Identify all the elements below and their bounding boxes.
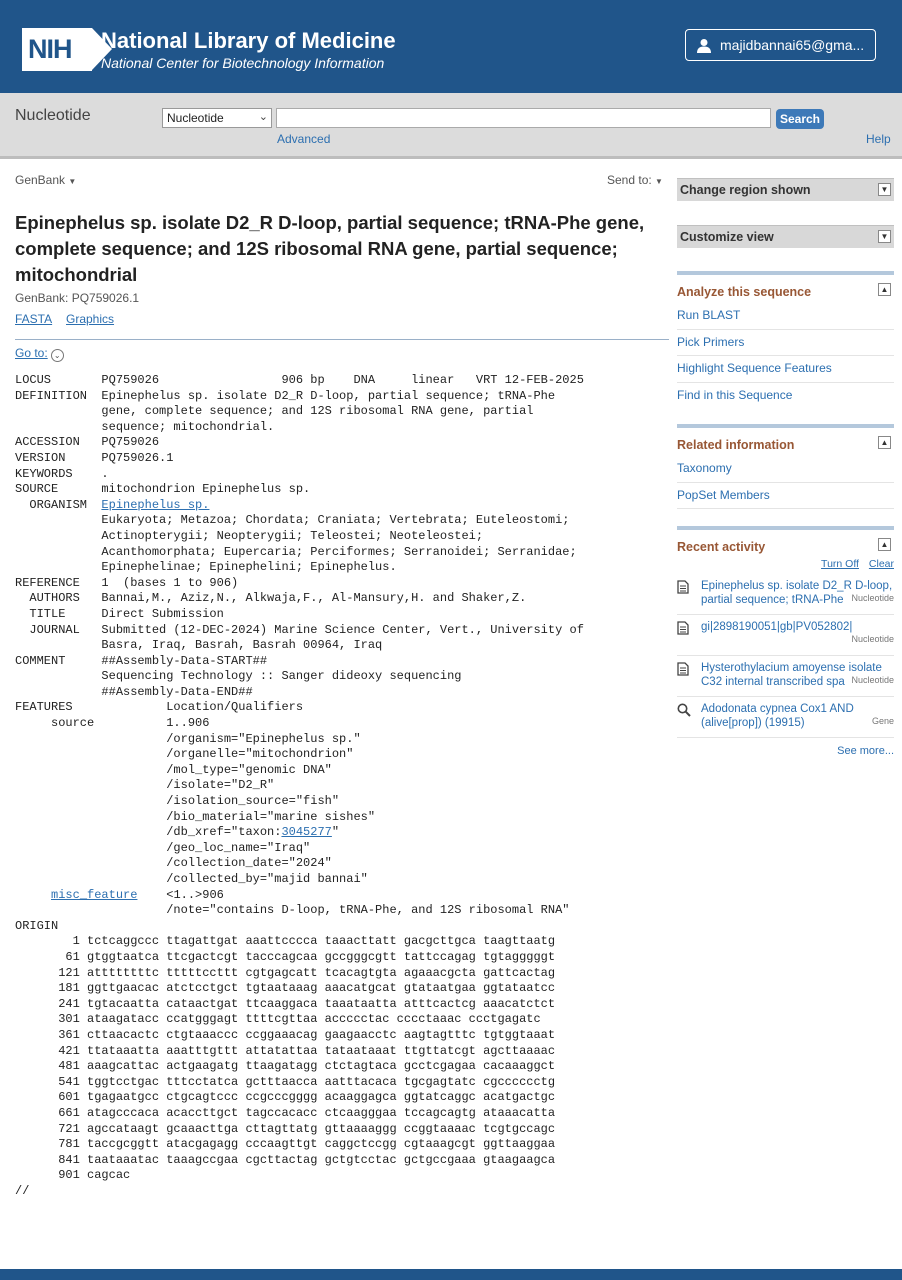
flatfile-line: source 1..906	[15, 716, 210, 731]
document-icon	[677, 580, 689, 594]
flatfile-line: LOCUS PQ759026 906 bp DNA linear VRT 12-FEB-2025	[15, 373, 584, 387]
flatfile-line: //	[15, 1183, 30, 1198]
pick-primers-link[interactable]: Pick Primers	[677, 330, 894, 357]
send-to-label: Send to:	[607, 173, 652, 187]
related-title	[677, 434, 894, 456]
flatfile-line: 421 ttataaatta aaatttgttt attatattaa tataataaat ttgttatcgt agcttaaaac	[15, 1043, 556, 1058]
flatfile-line: REFERENCE 1 (bases 1 to 906)	[15, 575, 239, 590]
flatfile-line: 541 tggtcctgac tttcctatca gctttaacca aatttacaca tgcgagtatc cgcccccctg	[15, 1074, 556, 1089]
flatfile-line: ORIGIN	[15, 918, 102, 933]
footer-bar	[0, 1269, 902, 1280]
divider	[15, 339, 669, 340]
flatfile-line: 901 cagcac	[15, 1168, 131, 1183]
send-to-dropdown[interactable]	[607, 173, 663, 187]
ncbi-header	[0, 0, 902, 93]
goto-link[interactable]	[15, 346, 64, 362]
flatfile-line: TITLE Direct Submission	[15, 606, 224, 621]
graphics-link[interactable]: Graphics	[66, 312, 115, 326]
flatfile-line: FEATURES Location/Qualifiers	[15, 700, 304, 715]
org-title[interactable]: National Library of Medicine	[101, 28, 396, 53]
flatfile-line: /mol_type="genomic DNA"	[15, 762, 332, 777]
flatfile-line: Actinopterygii; Neopterygii; Teleostei; Neoteleostei;	[15, 528, 484, 543]
search-icon	[677, 703, 691, 717]
user-icon	[697, 38, 711, 53]
flatfile-line: 661 atagcccaca acaccttgct tagccacacc ctcaagggaa tccagcagtg ataaacatta	[15, 1105, 556, 1120]
recent-item-text[interactable]: Hysterothylacium amoyense isolate C32 internal transcribed spa	[701, 662, 882, 688]
chevron-up-icon[interactable]: ▲	[878, 538, 891, 551]
chevron-down-icon: ⌄	[51, 349, 64, 362]
flatfile-line: 241 tgtacaatta cataactgat ttcaaggaca taaataatta atttcactcg aaacatctct	[15, 996, 556, 1011]
goto-label: Go to:	[15, 346, 48, 360]
analyze-portlet	[677, 271, 894, 408]
flatfile-line: /db_xref="taxon:3045277"	[15, 825, 340, 840]
flatfile-line: /organism="Epinephelus sp."	[15, 731, 361, 746]
search-button[interactable]: Search	[776, 109, 824, 129]
change-region-label: Change region shown	[680, 183, 811, 197]
org-subtitle: National Center for Biotechnology Information	[101, 55, 385, 71]
flatfile-link[interactable]: Epinephelus sp.	[101, 497, 210, 512]
flatfile-line: Acanthomorphata; Eupercaria; Perciformes; Serranoidei; Serranidae;	[15, 544, 577, 559]
find-in-sequence-link[interactable]: Find in this Sequence	[677, 387, 793, 402]
database-select[interactable]	[162, 108, 272, 128]
flatfile-line: 481 aaagcattac actgaagatg ttaagatagg ctctagtaca gcctcgagaa cacaaaggct	[15, 1059, 556, 1074]
recent-item-db: Nucleotide	[851, 634, 894, 644]
flatfile-link[interactable]: misc_feature	[51, 887, 138, 902]
flatfile-line: /collected_by="majid bannai"	[15, 872, 368, 886]
taxonomy-link[interactable]: Taxonomy	[677, 456, 894, 483]
flatfile-line: 181 ggttgaacac atctcctgct tgtaataaag aaacatgcat gtataatgaa ggtataatcc	[15, 981, 556, 996]
caret-down-icon: ▼	[655, 177, 663, 186]
flatfile-line: Epinephelinae; Epinephelini; Epinephelus.	[15, 560, 397, 575]
advanced-search-link[interactable]: Advanced	[277, 132, 331, 146]
flatfile-line: Basra, Iraq, Basrah, Basrah 00964, Iraq	[15, 638, 383, 653]
chevron-down-icon: ⌄	[258, 111, 268, 123]
see-more-link[interactable]: See more...	[837, 745, 894, 757]
flatfile-line: /isolate="D2_R"	[15, 778, 275, 793]
customize-view-panel[interactable]	[677, 225, 894, 248]
flatfile-line: /isolation_source="fish"	[15, 794, 340, 809]
user-account-button[interactable]	[685, 29, 876, 61]
flatfile-line: 1 tctcaggccc ttagattgat aaattcccca taaacttatt gacgcttgca taagttaatg	[15, 934, 556, 949]
recent-item[interactable]	[677, 615, 894, 656]
clear-link[interactable]: Clear	[868, 558, 894, 570]
flatfile-line: KEYWORDS .	[15, 466, 109, 481]
recent-item[interactable]	[677, 574, 894, 615]
search-bar	[0, 93, 902, 159]
chevron-up-icon[interactable]: ▲	[878, 436, 891, 449]
flatfile-line: COMMENT ##Assembly-Data-START##	[15, 653, 268, 668]
flatfile-line: VERSION PQ759026.1	[15, 450, 174, 465]
highlight-features-link[interactable]: Highlight Sequence Features	[677, 356, 894, 383]
flatfile-line: 301 ataagatacc ccatgggagt ttttcgttaa accccctac cccctaaac ccctgagatc	[15, 1012, 541, 1027]
flatfile-line: /bio_material="marine sishes"	[15, 809, 376, 824]
flatfile-line: /note="contains D-loop, tRNA-Phe, and 12S ribosomal RNA"	[15, 903, 570, 918]
recent-title	[677, 536, 894, 558]
recent-item-text[interactable]: Epinephelus sp. isolate D2_R D-loop, partial sequence; tRNA-Phe	[701, 580, 893, 606]
recent-item-text[interactable]: Adodonata cypnea Cox1 AND (alive[prop]) (19915)	[701, 703, 854, 729]
page-title: Epinephelus sp. isolate D2_R D-loop, partial sequence; tRNA-Phe gene, complete sequence; and 12S ribosomal RNA gene, partial sequence; mitochondrial	[15, 212, 645, 285]
user-email: majidbannai65@gma...	[720, 37, 865, 53]
format-dropdown[interactable]	[15, 173, 76, 187]
flatfile-line: /geo_loc_name="Iraq"	[15, 840, 311, 855]
flatfile-line: 361 cttaacactc ctgtaaaccc ccggaaacag gaagaacctc aagtagtttc tgtggtaaat	[15, 1027, 556, 1042]
flatfile-line: ##Assembly-Data-END##	[15, 684, 253, 699]
related-portlet	[677, 424, 894, 509]
flatfile-line: DEFINITION Epinephelus sp. isolate D2_R D-loop, partial sequence; tRNA-Phe	[15, 388, 556, 403]
recent-item-db: Nucleotide	[851, 675, 894, 685]
recent-title-text: Recent activity	[677, 540, 766, 554]
flatfile-line: Eukaryota; Metazoa; Chordata; Craniata; Vertebrata; Euteleostomi;	[15, 513, 570, 528]
flatfile-line: 61 gtggtaatca ttcgactcgt tacccagcaa gccgggcgtt tattccagag tgtagggggt	[15, 949, 556, 964]
genbank-flatfile	[15, 373, 665, 1199]
flatfile-line: ACCESSION PQ759026	[15, 435, 160, 450]
analyze-title	[677, 281, 894, 303]
flatfile-line: misc_feature <1..>906	[51, 887, 224, 902]
change-region-panel[interactable]	[677, 178, 894, 201]
recent-item[interactable]	[677, 656, 894, 697]
fasta-link[interactable]: FASTA	[15, 312, 53, 326]
nih-logo[interactable]: NIH	[22, 28, 92, 71]
popset-members-link[interactable]: PopSet Members	[677, 483, 894, 510]
related-title-text: Related information	[677, 438, 795, 452]
search-input[interactable]	[276, 108, 771, 128]
flatfile-line: 781 taccgcggtt atacgagagg cccaagttgt caggctccgg cgtaaagcgt ggttaaggaa	[15, 1137, 556, 1152]
flatfile-line: SOURCE mitochondrion Epinephelus sp.	[15, 482, 311, 497]
flatfile-line: ORGANISM Epinephelus sp.	[15, 497, 210, 512]
flatfile-line: AUTHORS Bannai,M., Aziz,N., Alkwaja,F., Al-Mansury,H. and Shaker,Z.	[15, 591, 527, 606]
chevron-down-icon[interactable]: ▼	[878, 230, 891, 243]
flatfile-line: 601 tgagaatgcc ctgcagtccc ccgcccgggg acaaggagca ggtatcaggc acatgactgc	[15, 1090, 556, 1105]
recent-controls	[677, 558, 894, 574]
flatfile-line: 841 taataaatac taaagccgaa cgcttactag gctgtcctac gctgccgaaa gtaagaagca	[15, 1152, 556, 1167]
document-icon	[677, 621, 689, 635]
caret-down-icon: ▼	[68, 177, 77, 186]
analyze-title-text: Analyze this sequence	[677, 285, 812, 299]
flatfile-line: 121 attttttttc tttttccttt cgtgagcatt tcacagtgta agaaacgcta gattcactag	[15, 965, 556, 980]
recent-item[interactable]	[677, 697, 894, 738]
recent-item-text[interactable]: gi|2898190051|gb|PV052802|	[701, 621, 853, 633]
flatfile-line: /organelle="mitochondrion"	[15, 747, 354, 762]
chevron-up-icon[interactable]: ▲	[878, 283, 891, 296]
database-select-value: Nucleotide	[167, 111, 224, 125]
flatfile-link[interactable]: 3045277	[281, 825, 332, 840]
help-link[interactable]: Help	[866, 132, 891, 146]
recent-activity-portlet	[677, 526, 894, 757]
run-blast-link[interactable]: Run BLAST	[677, 303, 894, 330]
flatfile-line: JOURNAL Submitted (12-DEC-2024) Marine Science Center, Vert., University of	[15, 622, 584, 637]
accession-line: GenBank: PQ759026.1	[15, 291, 140, 305]
turn-off-link[interactable]: Turn Off	[821, 558, 859, 570]
document-icon	[677, 662, 689, 676]
customize-view-label: Customize view	[680, 230, 774, 244]
flatfile-line: sequence; mitochondrial.	[15, 419, 275, 434]
chevron-down-icon[interactable]: ▼	[878, 183, 891, 196]
flatfile-line: gene, complete sequence; and 12S ribosomal RNA gene, partial	[15, 404, 534, 419]
flatfile-line: /collection_date="2024"	[15, 856, 332, 871]
database-title: Nucleotide	[15, 107, 91, 124]
format-dropdown-label: GenBank	[15, 173, 66, 187]
flatfile-line: Sequencing Technology :: Sanger dideoxy sequencing	[15, 669, 462, 684]
flatfile-line: 721 agccataagt gcaaacttga cttagttatg gttaaaaggg ccggtaaaac tcgtgccagc	[15, 1121, 556, 1136]
recent-item-db: Gene	[871, 716, 894, 726]
recent-item-db: Nucleotide	[851, 593, 894, 603]
